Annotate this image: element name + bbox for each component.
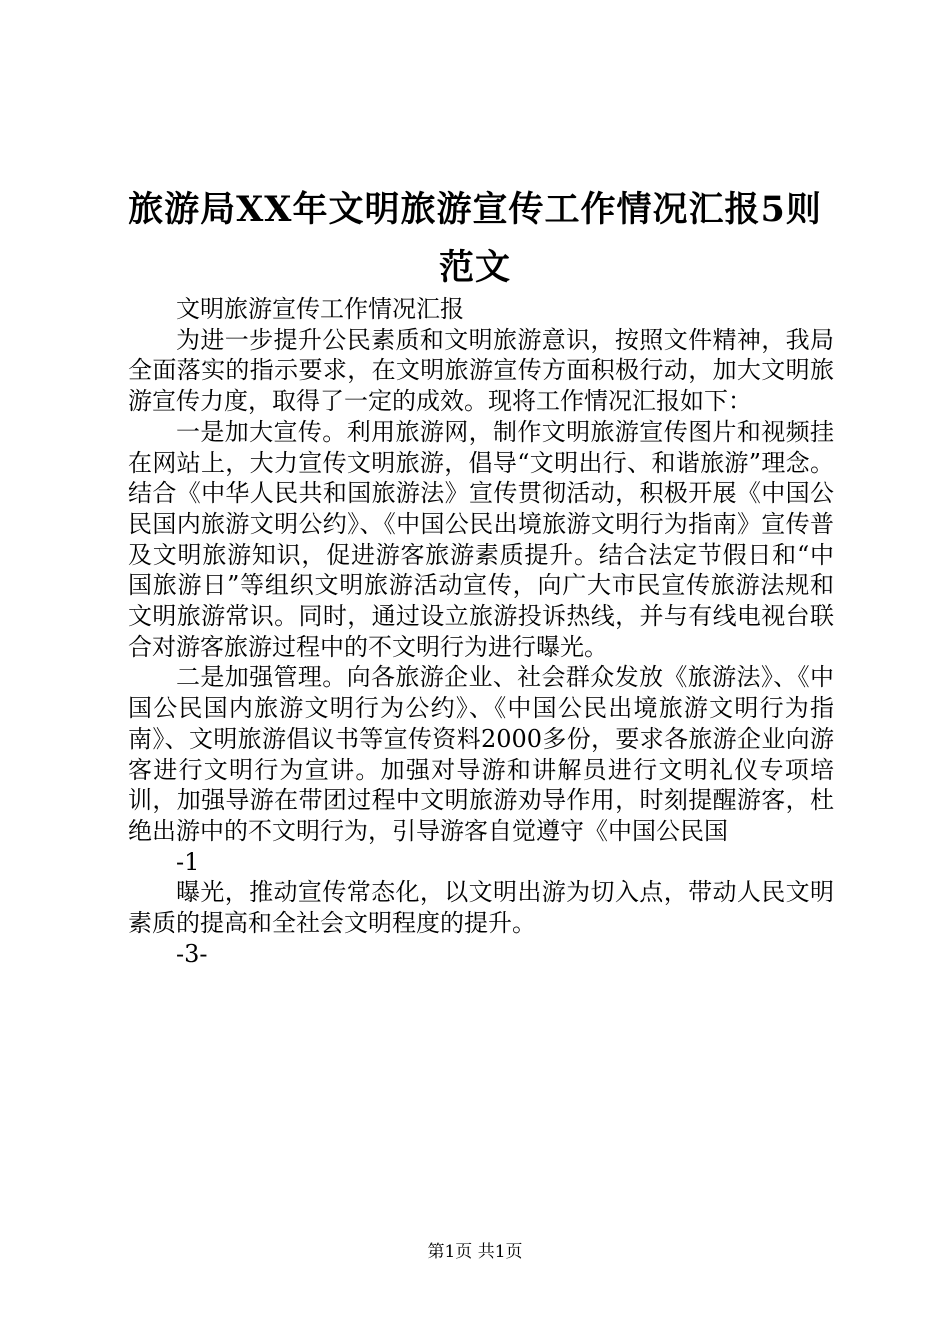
intro-paragraph: 为进一步提升公民素质和文明旅游意识，按照文件精神，我局全面落实的指示要求，在文明旅游宣传方面积极行动，加大文明旅游宣传力度，取得了一定的成效。现将工作情况汇报如下： [128,325,834,416]
management-paragraph: 二是加强管理。向各旅游企业、社会群众发放《旅游法》、《中国公民国内旅游文明行为公约》、《中国公民出境旅游文明行为指南》、文明旅游倡议书等宣传资料2000多份，要求各旅游企业向游客进行文明行为宣讲。加强对导游和讲解员进行文明礼仪专项培训，加强导游在带团过程中文明旅游劝导作用，时刻提醒游客，杜绝出游中的不文明行为，引导游客自觉遵守《中国公民国 [128,663,834,845]
conclusion-paragraph: 曝光，推动宣传常态化，以文明出游为切入点，带动人民文明素质的提高和全社会文明程度的提升。 [128,878,834,938]
page-number-marker: -3- [176,939,208,968]
page-number-fragment: -1 [176,847,200,876]
document-title-line1: 旅游局XX年文明旅游宣传工作情况汇报5则 [128,189,822,230]
document-title-line2: 范文 [438,247,511,288]
publicity-paragraph: 一是加大宣传。利用旅游网，制作文明旅游宣传图片和视频挂在网站上，大力宣传文明旅游，倡导“文明出行、和谐旅游”理念。结合《中华人民共和国旅游法》宣传贯彻活动，积极开展《中国公民国内旅游文明公约》、《中国公民出境旅游文明行为指南》宣传普及文明旅游知识，促进游客旅游素质提升。结合法定节假日和“中国旅游日”等组织文明旅游活动宣传，向广大市民宣传旅游法规和文明旅游常识。同时，通过设立旅游投诉热线，并与有线电视台联合对游客旅游过程中的不文明行为进行曝光。 [128,417,834,661]
document-body [128,294,834,969]
heading-paragraph: 文明旅游宣传工作情况汇报 [176,295,464,323]
page-footer: 第1页 共1页 [427,1242,523,1262]
